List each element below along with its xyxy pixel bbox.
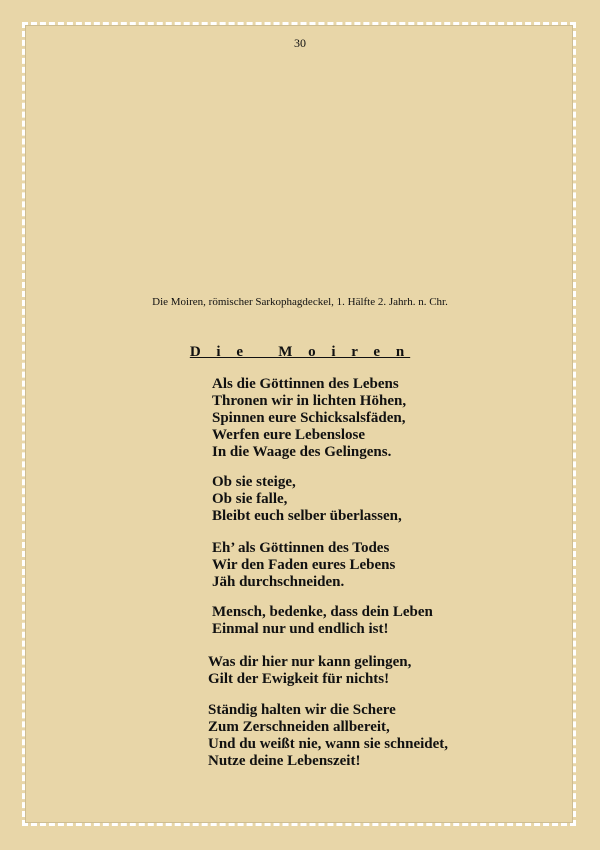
poem-line: Ständig halten wir die Schere [208, 702, 396, 718]
poem-line: Und du weißt nie, wann sie schneidet, [208, 736, 449, 752]
poem-line: Ob sie steige, [212, 474, 296, 490]
poem-line: Thronen wir in lichten Höhen, [212, 393, 407, 409]
poem-title: D i e M o i r e n [189, 344, 411, 360]
poem-line: Ob sie falle, [212, 491, 288, 507]
poem-line: Gilt der Ewigkeit für nichts! [208, 671, 390, 687]
poem-line: In die Waage des Gelingens. [212, 444, 392, 460]
page-number: 30 [294, 36, 306, 50]
poem-line: Mensch, bedenke, dass dein Leben [212, 604, 433, 620]
stanza-2 [212, 474, 402, 525]
stanza-6 [208, 702, 448, 770]
poem-line: Bleibt euch selber überlassen, [212, 508, 402, 524]
poem-line: Wir den Faden eures Lebens [212, 557, 396, 573]
poem-line: Jäh durchschneiden. [212, 574, 345, 590]
poem-line: Als die Göttinnen des Lebens [212, 376, 399, 392]
stanza-1 [212, 376, 406, 461]
poem-line: Spinnen eure Schicksalsfäden, [212, 410, 406, 426]
poem-line: Was dir hier nur kann gelingen, [208, 654, 412, 670]
stanza-5 [208, 654, 411, 688]
poem-line: Einmal nur und endlich ist! [212, 621, 389, 637]
stanza-3 [212, 540, 395, 591]
poem-line: Werfen eure Lebenslose [212, 427, 366, 443]
stanza-4 [212, 604, 433, 638]
figure-caption: Die Moiren, römischer Sarkophagdeckel, 1. Hälfte 2. Jahrh. n. Chr. [152, 296, 448, 308]
poem-line: Nutze deine Lebenszeit! [208, 753, 361, 769]
poem-line: Zum Zerschneiden allbereit, [208, 719, 390, 735]
poem-line: Eh’ als Göttinnen des Todes [212, 540, 390, 556]
